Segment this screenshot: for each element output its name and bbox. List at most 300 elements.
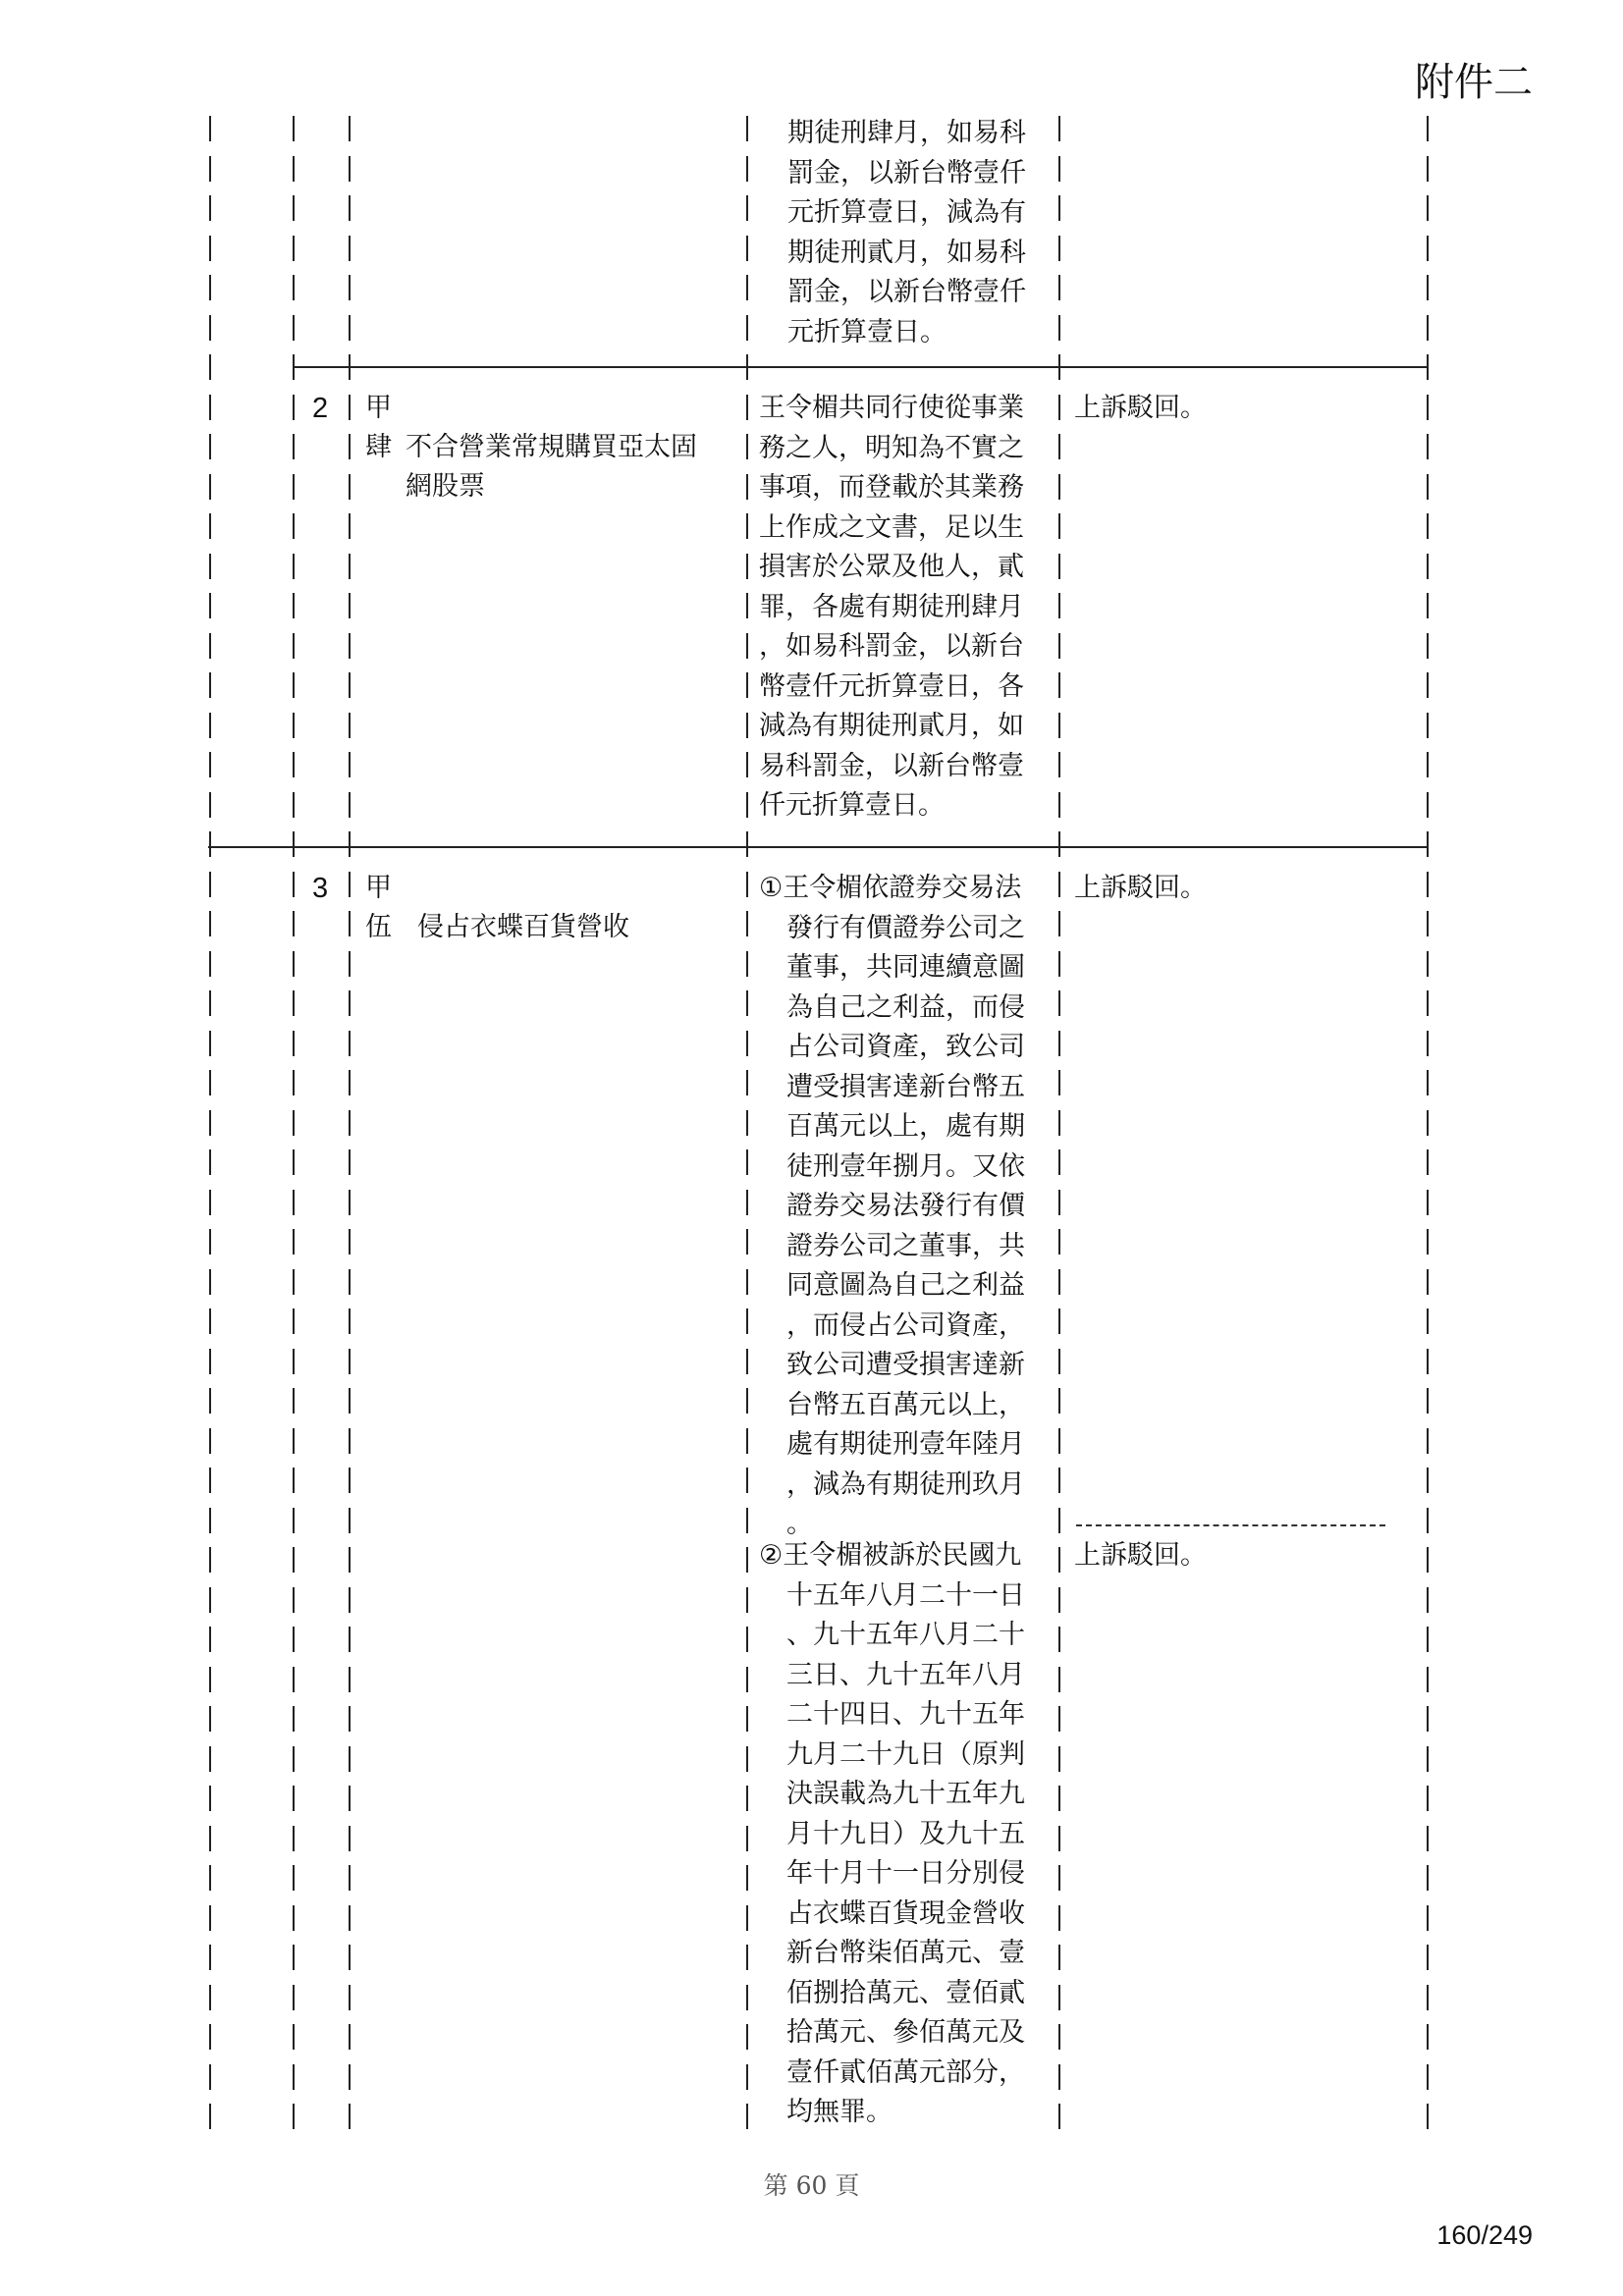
- column-rule-segment: [293, 593, 295, 618]
- text-line: 處有期徒刑壹年陸月: [786, 1429, 1025, 1460]
- column-rule-segment: [293, 1706, 295, 1732]
- column-rule-segment: [293, 1149, 295, 1175]
- column-rule-segment: [746, 872, 748, 897]
- item-number: 肆: [365, 432, 392, 462]
- column-rule-segment: [1058, 1190, 1060, 1215]
- column-rule-segment: [1058, 1547, 1060, 1573]
- column-rule-segment: [1427, 2064, 1429, 2090]
- column-rule-segment: [1058, 1229, 1060, 1255]
- column-rule-segment: [746, 633, 748, 659]
- column-rule-segment: [349, 275, 351, 300]
- column-rule-segment: [1058, 951, 1060, 977]
- column-rule-segment: [1058, 831, 1060, 857]
- column-rule-segment: [1058, 990, 1060, 1016]
- column-rule-segment: [746, 1547, 748, 1573]
- column-rule-segment: [349, 474, 351, 500]
- column-rule-segment: [209, 633, 211, 659]
- column-rule-segment: [349, 554, 351, 579]
- column-rule-segment: [1427, 1865, 1429, 1891]
- column-rule-segment: [746, 1587, 748, 1613]
- column-rule-segment: [746, 593, 748, 618]
- column-rule-segment: [209, 792, 211, 818]
- column-rule-segment: [349, 1865, 351, 1891]
- column-rule-segment: [746, 1110, 748, 1136]
- column-rule-segment: [209, 1945, 211, 1970]
- column-rule-segment: [293, 951, 295, 977]
- column-rule-segment: [1058, 1706, 1060, 1732]
- column-rule-segment: [349, 1905, 351, 1931]
- column-rule-segment: [293, 1190, 295, 1215]
- column-rule-segment: [1427, 1031, 1429, 1056]
- column-rule-segment: [293, 1468, 295, 1493]
- column-rule-segment: [1427, 1110, 1429, 1136]
- text-line: 台幣五百萬元以上，: [786, 1389, 1025, 1420]
- column-rule-segment: [293, 1985, 295, 2010]
- column-rule-segment: [293, 195, 295, 221]
- column-rule-segment: [746, 315, 748, 341]
- text-line: 期徒刑肆月，如易科: [787, 118, 1026, 148]
- column-rule-segment: [349, 1826, 351, 1851]
- column-rule-segment: [349, 156, 351, 182]
- column-rule-segment: [746, 116, 748, 141]
- annex-label: 附件二: [1415, 60, 1533, 105]
- column-rule-segment: [746, 1985, 748, 2010]
- column-rule-segment: [293, 1746, 295, 1772]
- column-rule-segment: [209, 1786, 211, 1811]
- column-rule-segment: [293, 1428, 295, 1454]
- column-rule-segment: [1058, 474, 1060, 500]
- column-rule-segment: [746, 1786, 748, 1811]
- column-rule-segment: [293, 1786, 295, 1811]
- text-line: 。: [786, 1509, 813, 1539]
- row-separator: [293, 366, 1428, 368]
- text-line: 證券公司之董事，共: [786, 1230, 1025, 1261]
- column-rule-segment: [1427, 236, 1429, 261]
- column-rule-segment: [1058, 1786, 1060, 1811]
- text-line: 佰捌拾萬元、壹佰貳: [786, 1977, 1025, 2008]
- text-line: 九月二十九日（原判: [786, 1738, 1025, 1770]
- column-rule-segment: [1427, 951, 1429, 977]
- column-rule-segment: [349, 593, 351, 618]
- column-rule-segment: [209, 1388, 211, 1414]
- column-rule-segment: [209, 1308, 211, 1334]
- dashed-separator: [1076, 1524, 1385, 1526]
- column-rule-segment: [1427, 1229, 1429, 1255]
- column-rule-segment: [293, 990, 295, 1016]
- column-rule-segment: [1427, 792, 1429, 818]
- text-line: 拾萬元、參佰萬元及: [786, 2017, 1025, 2048]
- text-line: ，而侵占公司資產，: [786, 1309, 1025, 1341]
- column-rule-segment: [209, 1905, 211, 1931]
- column-rule-segment: [209, 1428, 211, 1454]
- column-rule-segment: [746, 236, 748, 261]
- column-rule-segment: [293, 633, 295, 659]
- column-rule-segment: [1058, 911, 1060, 936]
- column-rule-segment: [1058, 1388, 1060, 1414]
- column-rule-segment: [746, 951, 748, 977]
- column-rule-segment: [746, 990, 748, 1016]
- column-rule-segment: [209, 1269, 211, 1295]
- column-rule-segment: [1058, 1349, 1060, 1374]
- column-rule-segment: [746, 1468, 748, 1493]
- column-rule-segment: [1427, 275, 1429, 300]
- defendant-label: 甲: [365, 873, 392, 903]
- column-rule-segment: [746, 156, 748, 182]
- column-rule-segment: [209, 2024, 211, 2050]
- column-rule-segment: [209, 1667, 211, 1692]
- column-rule-segment: [1427, 1388, 1429, 1414]
- column-rule-segment: [349, 990, 351, 1016]
- column-rule-segment: [349, 752, 351, 777]
- column-rule-segment: [209, 1190, 211, 1215]
- column-rule-segment: [746, 474, 748, 500]
- column-rule-segment: [1427, 713, 1429, 738]
- column-rule-segment: [209, 1547, 211, 1573]
- column-rule-segment: [746, 1905, 748, 1931]
- text-line: 罰金，以新台幣壹仟: [787, 157, 1026, 188]
- column-rule-segment: [209, 275, 211, 300]
- item-number: 伍: [365, 912, 392, 942]
- column-rule-segment: [209, 911, 211, 936]
- column-rule-segment: [1427, 1149, 1429, 1175]
- column-rule-segment: [1058, 554, 1060, 579]
- text-line: 事項，而登載於其業務: [759, 472, 1024, 503]
- column-rule-segment: [349, 911, 351, 936]
- column-rule-segment: [209, 1031, 211, 1056]
- column-rule-segment: [1058, 1945, 1060, 1970]
- column-rule-segment: [209, 116, 211, 141]
- column-rule-segment: [1427, 1070, 1429, 1095]
- column-rule-segment: [1058, 116, 1060, 141]
- column-rule-segment: [349, 513, 351, 539]
- column-rule-segment: [349, 2064, 351, 2090]
- text-line: 證券交易法發行有價: [786, 1191, 1025, 1221]
- column-rule-segment: [209, 474, 211, 500]
- text-line: ，如易科罰金，以新台: [759, 631, 1024, 662]
- text-line: 年十月十一日分別侵: [786, 1858, 1025, 1889]
- column-rule-segment: [1427, 1587, 1429, 1613]
- column-rule-segment: [1058, 1905, 1060, 1931]
- column-rule-segment: [1058, 1468, 1060, 1493]
- text-line: 占衣蝶百貨現金營收: [786, 1897, 1025, 1929]
- column-rule-segment: [746, 1308, 748, 1334]
- column-rule-segment: [1058, 1865, 1060, 1891]
- column-rule-segment: [1058, 1627, 1060, 1652]
- text-line: 罰金，以新台幣壹仟: [787, 277, 1026, 307]
- column-rule-segment: [349, 1349, 351, 1374]
- column-rule-segment: [209, 1070, 211, 1095]
- column-rule-segment: [1427, 1945, 1429, 1970]
- column-rule-segment: [746, 395, 748, 420]
- text-line: 王令楣共同行使從事業: [759, 393, 1024, 423]
- column-rule-segment: [293, 1110, 295, 1136]
- text-line: 減為有期徒刑貳月，如: [759, 711, 1024, 741]
- column-rule-segment: [1058, 1149, 1060, 1175]
- column-rule-segment: [1058, 752, 1060, 777]
- text-line: 務之人，明知為不實之: [759, 432, 1024, 463]
- column-rule-segment: [1427, 1468, 1429, 1493]
- column-rule-segment: [209, 752, 211, 777]
- column-rule-segment: [1058, 1667, 1060, 1692]
- column-rule-segment: [1058, 395, 1060, 420]
- text-line: 月十九日）及九十五: [786, 1818, 1025, 1849]
- column-rule-segment: [1058, 2024, 1060, 2050]
- column-rule-segment: [209, 872, 211, 897]
- column-rule-segment: [349, 1308, 351, 1334]
- column-rule-segment: [1427, 395, 1429, 420]
- column-rule-segment: [293, 1070, 295, 1095]
- text-line: 幣壹仟元折算壹日，各: [759, 670, 1024, 702]
- text-line: 期徒刑貳月，如易科: [787, 237, 1026, 268]
- column-rule-segment: [1427, 633, 1429, 659]
- column-rule-segment: [293, 2064, 295, 2090]
- text-line: 三日、九十五年八月: [786, 1659, 1025, 1690]
- column-rule-segment: [293, 1826, 295, 1851]
- column-rule-segment: [746, 2064, 748, 2090]
- column-rule-segment: [293, 116, 295, 141]
- column-rule-segment: [746, 1627, 748, 1652]
- column-rule-segment: [746, 1031, 748, 1056]
- column-rule-segment: [349, 116, 351, 141]
- column-rule-segment: [293, 713, 295, 738]
- column-rule-segment: [349, 1587, 351, 1613]
- text-line: 十五年八月二十一日: [786, 1579, 1025, 1611]
- column-rule-segment: [1427, 1826, 1429, 1851]
- column-rule-segment: [349, 1706, 351, 1732]
- column-rule-segment: [1427, 1786, 1429, 1811]
- appeal-result: 上訴駁回。: [1074, 873, 1207, 903]
- text-line: 罪，各處有期徒刑肆月: [759, 591, 1024, 622]
- row-separator: [208, 846, 1428, 848]
- column-rule-segment: [293, 911, 295, 936]
- column-rule-segment: [746, 1945, 748, 1970]
- column-rule-segment: [349, 1269, 351, 1295]
- column-rule-segment: [209, 1826, 211, 1851]
- column-rule-segment: [349, 713, 351, 738]
- column-rule-segment: [293, 1388, 295, 1414]
- column-rule-segment: [293, 831, 295, 857]
- item-description: 侵占衣蝶百貨營收: [417, 912, 629, 942]
- column-rule-segment: [1427, 1508, 1429, 1533]
- column-rule-segment: [293, 315, 295, 341]
- column-rule-segment: [1058, 156, 1060, 182]
- column-rule-segment: [746, 1149, 748, 1175]
- column-rule-segment: [746, 1349, 748, 1374]
- column-rule-segment: [293, 474, 295, 500]
- column-rule-segment: [209, 1865, 211, 1891]
- column-rule-segment: [746, 752, 748, 777]
- column-rule-segment: [349, 236, 351, 261]
- column-rule-segment: [1427, 1667, 1429, 1692]
- column-rule-segment: [1058, 1031, 1060, 1056]
- column-rule-segment: [349, 792, 351, 818]
- text-line: 致公司遭受損害達新: [786, 1350, 1025, 1380]
- column-rule-segment: [209, 156, 211, 182]
- column-rule-segment: [1427, 434, 1429, 459]
- column-rule-segment: [209, 315, 211, 341]
- column-rule-segment: [746, 513, 748, 539]
- column-rule-segment: [349, 1031, 351, 1056]
- text-line: ②王令楣被訴於民國九: [759, 1540, 1022, 1571]
- column-rule-segment: [293, 872, 295, 897]
- column-rule-segment: [209, 1149, 211, 1175]
- column-rule-segment: [746, 1865, 748, 1891]
- column-rule-segment: [1058, 434, 1060, 459]
- appeal-result: 上訴駁回。: [1074, 393, 1207, 423]
- column-rule-segment: [349, 1985, 351, 2010]
- column-rule-segment: [293, 672, 295, 698]
- column-rule-segment: [349, 1746, 351, 1772]
- column-rule-segment: [1058, 633, 1060, 659]
- column-rule-segment: [209, 593, 211, 618]
- page-count: 160/249: [1436, 2220, 1533, 2250]
- column-rule-segment: [293, 513, 295, 539]
- column-rule-segment: [1427, 872, 1429, 897]
- column-rule-segment: [1427, 554, 1429, 579]
- column-rule-segment: [1058, 315, 1060, 341]
- column-rule-segment: [209, 1746, 211, 1772]
- item-description: 不合營業常規購買亞太固: [406, 432, 697, 462]
- column-rule-segment: [209, 1985, 211, 2010]
- column-rule-segment: [1427, 2104, 1429, 2129]
- column-rule-segment: [293, 1031, 295, 1056]
- column-rule-segment: [1058, 1985, 1060, 2010]
- column-rule-segment: [293, 1587, 295, 1613]
- column-rule-segment: [1058, 2064, 1060, 2090]
- column-rule-segment: [349, 872, 351, 897]
- column-rule-segment: [349, 1547, 351, 1573]
- column-rule-segment: [1427, 1349, 1429, 1374]
- column-rule-segment: [1058, 236, 1060, 261]
- column-rule-segment: [1427, 1627, 1429, 1652]
- column-rule-segment: [209, 1110, 211, 1136]
- column-rule-segment: [1058, 713, 1060, 738]
- column-rule-segment: [293, 2104, 295, 2129]
- column-rule-segment: [349, 633, 351, 659]
- column-rule-segment: [209, 1229, 211, 1255]
- text-line: 發行有價證券公司之: [786, 912, 1025, 943]
- column-rule-segment: [209, 990, 211, 1016]
- text-line: 仟元折算壹日。: [759, 790, 945, 821]
- column-rule-segment: [209, 1587, 211, 1613]
- column-rule-segment: [1058, 1508, 1060, 1533]
- column-rule-segment: [1058, 593, 1060, 618]
- column-rule-segment: [746, 792, 748, 818]
- defendant-label: 甲: [365, 393, 392, 423]
- column-rule-segment: [1058, 1428, 1060, 1454]
- row-number: 2: [312, 393, 329, 424]
- column-rule-segment: [209, 713, 211, 738]
- column-rule-segment: [1427, 315, 1429, 341]
- column-rule-segment: [1058, 1070, 1060, 1095]
- text-line: ，減為有期徒刑玖月: [786, 1468, 1025, 1500]
- column-rule-segment: [746, 2024, 748, 2050]
- column-rule-segment: [209, 831, 211, 857]
- column-rule-segment: [1058, 195, 1060, 221]
- column-rule-segment: [209, 354, 211, 380]
- text-line: 徒刑壹年捌月。又依: [786, 1150, 1025, 1182]
- column-rule-segment: [209, 395, 211, 420]
- text-line: 同意圖為自己之利益: [786, 1270, 1025, 1301]
- column-rule-segment: [293, 2024, 295, 2050]
- column-rule-segment: [1427, 1547, 1429, 1573]
- column-rule-segment: [1427, 513, 1429, 539]
- column-rule-segment: [746, 1190, 748, 1215]
- column-rule-segment: [349, 1468, 351, 1493]
- column-rule-segment: [746, 713, 748, 738]
- column-rule-segment: [293, 236, 295, 261]
- column-rule-segment: [349, 1070, 351, 1095]
- column-rule-segment: [293, 156, 295, 182]
- column-rule-segment: [349, 831, 351, 857]
- column-rule-segment: [293, 395, 295, 420]
- column-rule-segment: [293, 434, 295, 459]
- column-rule-segment: [1427, 2024, 1429, 2050]
- column-rule-segment: [349, 1945, 351, 1970]
- column-rule-segment: [293, 554, 295, 579]
- column-rule-segment: [746, 1070, 748, 1095]
- column-rule-segment: [349, 1149, 351, 1175]
- column-rule-segment: [209, 672, 211, 698]
- column-rule-segment: [1427, 1706, 1429, 1732]
- column-rule-segment: [209, 2064, 211, 2090]
- column-rule-segment: [1427, 1190, 1429, 1215]
- column-rule-segment: [209, 195, 211, 221]
- column-rule-segment: [746, 831, 748, 857]
- column-rule-segment: [293, 275, 295, 300]
- text-line: 均無罪。: [786, 2097, 893, 2127]
- column-rule-segment: [746, 1508, 748, 1533]
- column-rule-segment: [1427, 1905, 1429, 1931]
- appeal-result: 上訴駁回。: [1074, 1540, 1207, 1571]
- column-rule-segment: [293, 792, 295, 818]
- column-rule-segment: [746, 1667, 748, 1692]
- column-rule-segment: [746, 1229, 748, 1255]
- column-rule-segment: [1427, 1269, 1429, 1295]
- text-line: 百萬元以上，處有期: [786, 1111, 1025, 1142]
- column-rule-segment: [746, 2104, 748, 2129]
- column-rule-segment: [349, 434, 351, 459]
- column-rule-segment: [209, 513, 211, 539]
- column-rule-segment: [1058, 1110, 1060, 1136]
- column-rule-segment: [293, 1667, 295, 1692]
- text-line: 壹仟貳佰萬元部分，: [786, 2056, 1025, 2088]
- text-line: 元折算壹日，減為有: [787, 197, 1026, 228]
- column-rule-segment: [746, 195, 748, 221]
- column-rule-segment: [1058, 672, 1060, 698]
- column-rule-segment: [349, 1229, 351, 1255]
- column-rule-segment: [349, 672, 351, 698]
- text-line: ①王令楣依證券交易法: [759, 873, 1022, 903]
- column-rule-segment: [349, 951, 351, 977]
- text-line: 占公司資產，致公司: [786, 1032, 1025, 1062]
- column-rule-segment: [293, 1627, 295, 1652]
- column-rule-segment: [349, 1627, 351, 1652]
- column-rule-segment: [1058, 792, 1060, 818]
- column-rule-segment: [209, 2104, 211, 2129]
- column-rule-segment: [1058, 2104, 1060, 2129]
- text-line: 遭受損害達新台幣五: [786, 1071, 1025, 1102]
- column-rule-segment: [746, 1388, 748, 1414]
- column-rule-segment: [349, 1786, 351, 1811]
- column-rule-segment: [1058, 872, 1060, 897]
- column-rule-segment: [1058, 1746, 1060, 1772]
- column-rule-segment: [349, 395, 351, 420]
- column-rule-segment: [1427, 195, 1429, 221]
- column-rule-segment: [349, 1667, 351, 1692]
- column-rule-segment: [746, 434, 748, 459]
- item-description: 網股票: [406, 471, 485, 502]
